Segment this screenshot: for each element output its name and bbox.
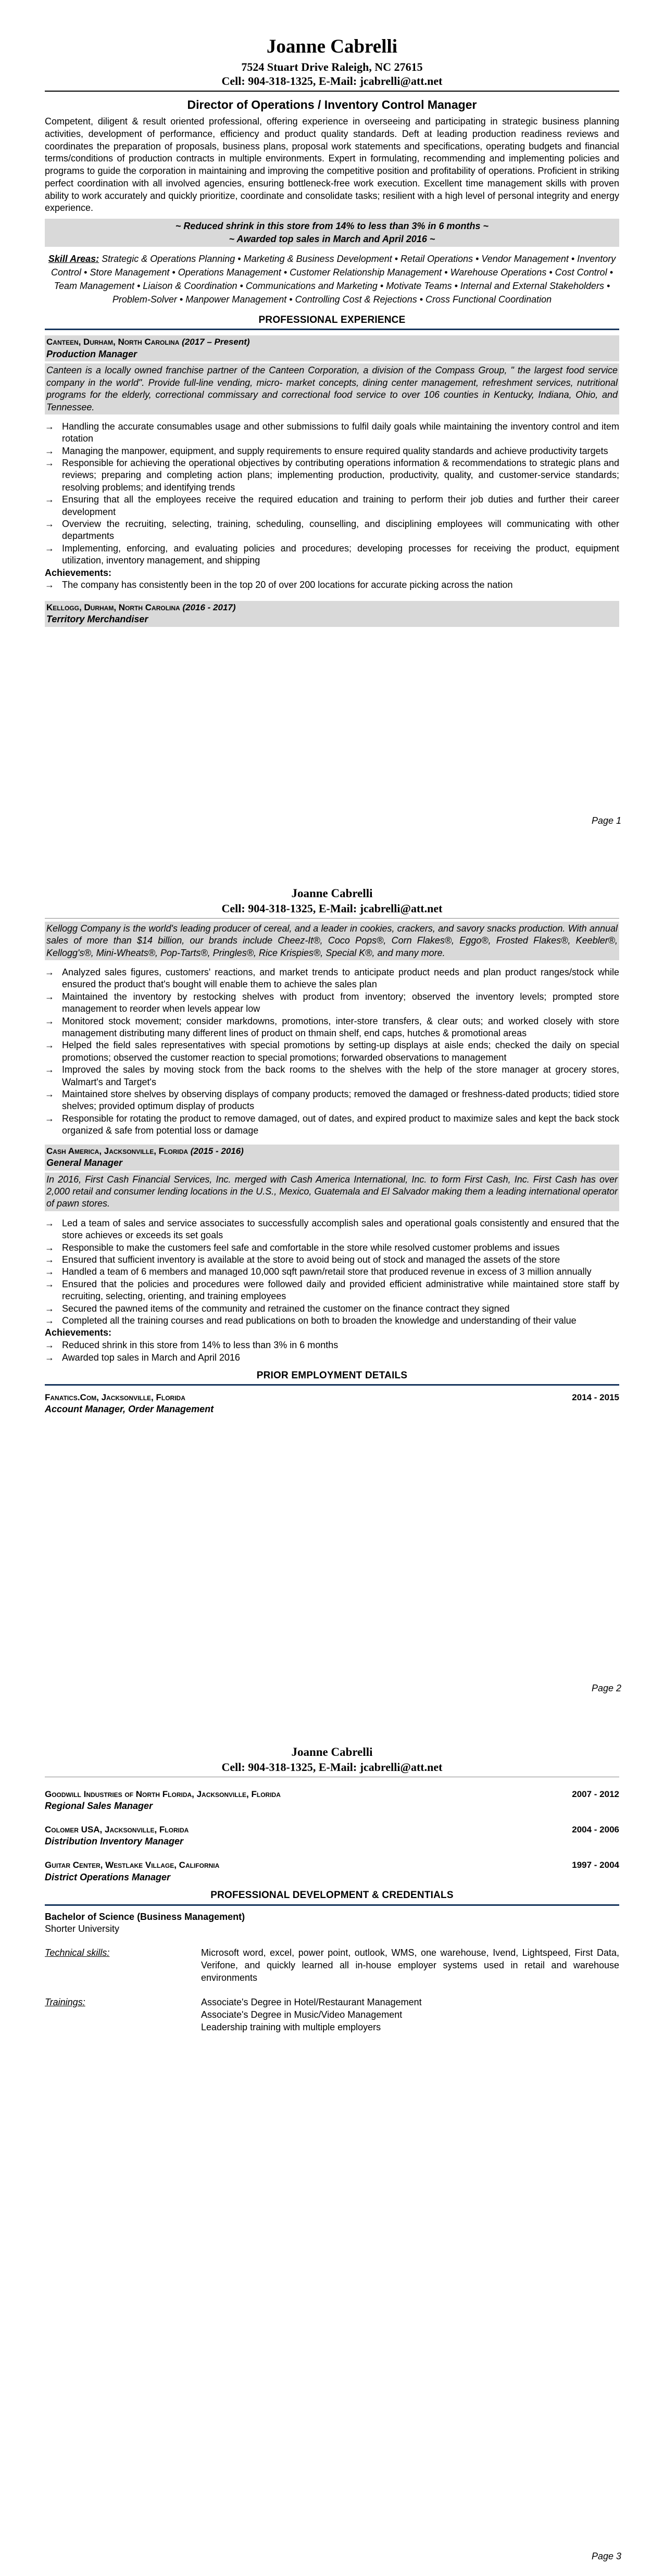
address: 7524 Stuart Drive Raleigh, NC 27615 <box>241 60 423 73</box>
job-role: General Manager <box>46 1157 123 1168</box>
technical-skills-text: Microsoft word, excel, power point, outlook, WMS, one warehouse, Ivend, Lightspeed, First Data, Verifone, and quickly learned all in-house employer systems used in retail and warehouse environments <box>201 1947 619 1983</box>
job-canteen-duties <box>45 421 619 567</box>
arrow-icon: → <box>45 1015 54 1026</box>
list-item: → Responsible for achieving the operational objectives by contributing operations information & recommendations to strategic plans and reviews; preparing and completing action plans; implementing production, productivity, quality, and customer-service standards; resolving problems; and identifying trends <box>45 458 619 493</box>
page-1 <box>0 0 664 859</box>
school: Shorter University <box>45 1924 120 1934</box>
arrow-icon: → <box>45 1242 54 1253</box>
list-item: → Implementing, enforcing, and evaluating policies and procedures; developing processes for receiving the product, equipment utilization, inventory management, and shipping <box>45 543 619 566</box>
page-number: Page 1 <box>591 815 621 826</box>
degree: Bachelor of Science (Business Management) <box>45 1911 245 1922</box>
summary: Competent, diligent & result oriented professional, offering experience in overseeing and participating in strategic business planning activities, development of performance, efficiency and product quality standards. Deft at leading production readiness reviews and coordinates the preparation of proposals, business plans, proposal work statements and specifications, operating budgets and financial terms/conditions of production contracts in multiple environments. Expert in formulating, recommending and implementing policies and programs to guide the corporation in maintaining and improving the competitive position and profitability of operations. Proficient in striking perfect coordination with all involved agencies, ensuring bottleneck-free work execution. Excellent time management skills with proven ability to work accurately and quickly prioritize, coordinate and consolidate tasks; resilient with a high level of personal integrity and energy experience. <box>45 116 619 213</box>
job-role: Regional Sales Manager <box>45 1801 153 1812</box>
section-prior-employment: PRIOR EMPLOYMENT DETAILS <box>256 1369 408 1381</box>
prior-job-goodwill <box>45 1789 619 1813</box>
arrow-icon: → <box>45 1303 54 1314</box>
job-cash-achievements <box>45 1339 619 1364</box>
job-cash-duties <box>45 1217 619 1327</box>
list-item: → Reduced shrink in this store from 14% to less than 3% in 6 months <box>45 1339 619 1351</box>
list-item: → Awarded top sales in March and April 2016 <box>45 1352 619 1364</box>
list-item: → Ensuring that all the employees receive the required education and training to perform their job duties and further their career development <box>45 494 619 517</box>
arrow-icon: → <box>45 580 54 590</box>
arrow-icon: → <box>45 991 54 1002</box>
contact-line: Cell: 904-318-1325, E-Mail: jcabrelli@att.net <box>221 74 443 88</box>
arrow-icon: → <box>45 494 54 505</box>
arrow-icon: → <box>45 1266 54 1277</box>
list-item: → Improved the sales by moving stock from the back rooms to the shelves with the help of the store manager at grocery stores, Walmart's and Target's <box>45 1064 619 1087</box>
job-role: Distribution Inventory Manager <box>45 1836 184 1847</box>
trainings <box>45 1996 619 2033</box>
arrow-icon: → <box>45 1040 54 1051</box>
arrow-icon: → <box>45 445 54 456</box>
employer: Goodwill Industries of North Florida, Jacksonville, Florida <box>45 1789 281 1799</box>
trainings-label: Trainings: <box>45 1997 85 2008</box>
employer: Colomer USA, Jacksonville, Florida <box>45 1825 189 1835</box>
years: 2007 - 2012 <box>572 1789 619 1799</box>
candidate-name: Joanne Cabrelli <box>291 887 373 900</box>
list-item: → Maintained store shelves by observing displays of company products; removed the damaged or freshness-dated products; tidied store shelves; provided optimum display of products <box>45 1088 619 1112</box>
job-role: Account Manager, Order Management <box>45 1404 214 1415</box>
arrow-icon: → <box>45 1064 54 1075</box>
header-rule <box>45 91 619 92</box>
list-item: → Ensured that the policies and procedures were followed daily and provided efficient administrative while maintained store staff by recruiting, selecting, orienting, and training employees <box>45 1278 619 1302</box>
page-number: Page 3 <box>591 2551 621 2561</box>
section-rule <box>45 329 619 330</box>
list-item: → Secured the pawned items of the community and retrained the customer on the finance contract they signed <box>45 1303 619 1315</box>
skill-areas-list: Strategic & Operations Planning • Marketing & Business Development • Retail Operations • Vendor Management • Inventory Control • Store Management • Operations Management • Customer Relationship Management • Warehouse Operations • Cost Control • Team Management • Liaison & Coordination • Communications and Marketing • Motivate Teams • Internal and External Stakeholders • Problem-Solver • Manpower Management • Controlling Cost & Rejections • Cross Functional Coordination <box>51 253 616 305</box>
list-item: Associate's Degree in Music/Video Management <box>201 2009 403 2020</box>
prior-job-fanatics <box>45 1392 619 1416</box>
arrow-icon: → <box>45 1217 54 1228</box>
arrow-icon: → <box>45 1278 54 1289</box>
candidate-name: Joanne Cabrelli <box>291 1745 373 1758</box>
job-kellogg-duties <box>45 966 619 1137</box>
years: 2014 - 2015 <box>572 1392 619 1402</box>
years: 2004 - 2006 <box>572 1825 619 1835</box>
list-item: → Handling the accurate consumables usage and other submissions to fulfil daily goals while maintaining the inventory control and item rotation <box>45 421 619 444</box>
highlight-2: ~ Awarded top sales in March and April 2016 ~ <box>229 233 435 244</box>
list-item: → Helped the field sales representatives with special promotions by setting-up displays at aisle ends; checked the daily on special promotions; observed the customer reaction to special promotions; forwarded observations to management <box>45 1040 619 1063</box>
employer: Guitar Center, Westlake Village, California <box>45 1860 220 1870</box>
contact-line: Cell: 904-318-1325, E-Mail: jcabrelli@att.net <box>221 1761 443 1774</box>
list-item: → Overview the recruiting, selecting, training, scheduling, counselling, and disciplining employees will communicating with other departments <box>45 519 619 542</box>
job-description: In 2016, First Cash Financial Services, Inc. merged with Cash America International, Inc. to form First Cash, Inc. First Cash has over 2,000 retail and consumer lending locations in the U.S., Mexico, Guatemala and El Salvador making them a leading international operator of pawn stores. <box>45 1173 619 1211</box>
employer: Cash America, Jacksonville, Florida (2015 - 2016) <box>46 1146 244 1156</box>
objective-title: Director of Operations / Inventory Control Manager <box>187 97 477 111</box>
section-rule <box>45 1384 619 1386</box>
list-item: → The company has consistently been in the top 20 of over 200 locations for accurate picking across the nation <box>45 579 619 591</box>
achievements-heading: Achievements: <box>45 1327 112 1338</box>
highlight-1: ~ Reduced shrink in this store from 14% to less than 3% in 6 months ~ <box>175 221 489 232</box>
skill-areas <box>45 252 619 306</box>
section-development: PROFESSIONAL DEVELOPMENT & CREDENTIALS <box>210 1890 454 1901</box>
prior-job-guitar-center <box>45 1859 619 1883</box>
list-item: → Analyzed sales figures, customers' reactions, and market trends to anticipate product needs and plan product ranges/stock while ensured the product that's bought will enable them to achieve the sales plan <box>45 967 619 990</box>
technical-skills <box>45 1947 619 1984</box>
arrow-icon: → <box>45 1088 54 1099</box>
list-item: → Responsible for rotating the product to remove damaged, out of dates, and expired product to maximize sales and kept the back stock organized & safe from potential loss or damage <box>45 1113 619 1136</box>
employer: Canteen, Durham, North Carolina (2017 – Present) <box>46 337 250 347</box>
skill-areas-label: Skill Areas: <box>48 253 99 264</box>
technical-skills-label: Technical skills: <box>45 1947 110 1958</box>
prior-job-colomer <box>45 1824 619 1848</box>
arrow-icon: → <box>45 1340 54 1351</box>
employer: Kellogg, Durham, North Carolina (2016 - 2017) <box>46 602 236 612</box>
highlights-band <box>45 219 619 247</box>
job-cash-header <box>45 1145 619 1171</box>
achievements-heading: Achievements: <box>45 567 112 578</box>
job-description: Canteen is a locally owned franchise partner of the Canteen Corporation, a division of the Compass Group, " the largest food service company in the world". Provide full-line vending, micro- market concepts, dining center management, refreshment services, nutritional programs for the elderly, correctional commissary and correctional food service to over 106 counties in Kentucky, Indiana, Ohio, and Tennessee. <box>45 363 619 414</box>
arrow-icon: → <box>45 1352 54 1363</box>
job-canteen-header <box>45 335 619 361</box>
list-item: → Led a team of sales and service associates to successfully accomplish sales and operational goals consistently and ensured that the store achieves or exceeds its set goals <box>45 1217 619 1241</box>
list-item: → Ensured that sufficient inventory is available at the store to avoid being out of stock and managed the assets of the store <box>45 1254 619 1266</box>
list-item: → Responsible to make the customers feel safe and comfortable in the store while resolved customer problems and issues <box>45 1242 619 1254</box>
list-item: → Maintained the inventory by restocking shelves with product from inventory; observed the inventory levels; prompted store management to reorder when levels appear low <box>45 991 619 1014</box>
job-description: Kellogg Company is the world's leading producer of cereal, and a leader in cookies, crackers, and savory snacks production. With annual sales of more than $14 billion, our brands include Cheez-It®, Coco Pops®, Corn Flakes®, Eggo®, Frosted Flakes®, Keebler®, Kellogg's®, Mini-Wheats®, Pop-Tarts®, Pringles®, Rice Krispies®, Special K®, and many more. <box>45 922 619 960</box>
job-kellogg-header <box>45 601 619 627</box>
arrow-icon: → <box>45 519 54 530</box>
arrow-icon: → <box>45 1113 54 1124</box>
candidate-name: Joanne Cabrelli <box>266 36 398 57</box>
job-role: District Operations Manager <box>45 1871 171 1882</box>
job-canteen-achievements <box>45 579 619 591</box>
list-item: → Completed all the training courses and read publications on both to broaden the knowledge and understanding of their value <box>45 1315 619 1327</box>
header-rule <box>45 918 619 919</box>
arrow-icon: → <box>45 543 54 554</box>
section-rule <box>45 1904 619 1906</box>
list-item: → Managing the manpower, equipment, and supply requirements to ensure required quality standards and achieve productivity targets <box>45 445 619 457</box>
section-experience: PROFESSIONAL EXPERIENCE <box>258 315 406 326</box>
arrow-icon: → <box>45 967 54 978</box>
list-item: → Handled a team of 6 members and managed 10,000 sqft pawn/retail store that produced revenue in excess of 3 million annually <box>45 1266 619 1278</box>
arrow-icon: → <box>45 421 54 432</box>
list-item: Associate's Degree in Hotel/Restaurant Management <box>201 1997 422 2008</box>
job-role: Territory Merchandiser <box>46 614 148 625</box>
page-2 <box>0 859 664 1717</box>
employer: Fanatics.Com, Jacksonville, Florida <box>45 1392 185 1402</box>
list-item: → Monitored stock movement; consider markdowns, promotions, inter-store transfers, & clear outs; and worked closely with store management distributing many different lines of product on thmain shelf, end caps, hutches & promotional areas <box>45 1015 619 1038</box>
trainings-list <box>201 1996 619 2033</box>
arrow-icon: → <box>45 1315 54 1326</box>
arrow-icon: → <box>45 1254 54 1265</box>
page-number: Page 2 <box>591 1683 621 1693</box>
list-item: Leadership training with multiple employers <box>201 2021 381 2032</box>
years: 1997 - 2004 <box>572 1860 619 1870</box>
contact-line: Cell: 904-318-1325, E-Mail: jcabrelli@att.net <box>221 902 443 915</box>
job-role: Production Manager <box>46 348 137 359</box>
page-3 <box>0 1717 664 2576</box>
arrow-icon: → <box>45 458 54 469</box>
